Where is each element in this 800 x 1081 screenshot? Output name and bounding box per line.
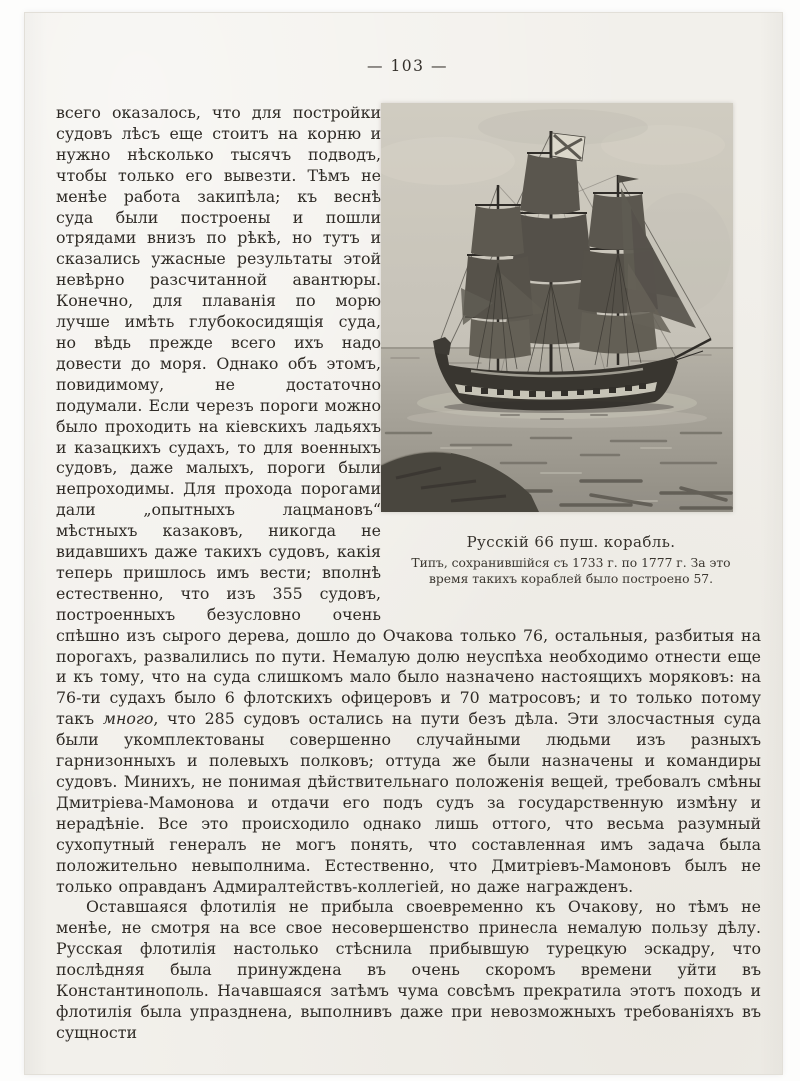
figure-caption xyxy=(381,533,761,588)
page-number: — 103 — xyxy=(367,57,448,75)
page-content xyxy=(56,103,761,1044)
paragraph-2: Оставшаяся флотилія не прибыла своевременно къ Очакову, но тѣмъ не менѣе, не смотря на все свое несовершенство принесла немалую пользу дѣлу. Русская флотилія настолько стѣснила прибывшую турецкую эскадру, что послѣдняя была принуждена въ очень скоромъ времени уйти въ Константинополь. Начавшаяся затѣмъ чума совсѣмъ прекратила этотъ походъ и флотилія была упразднена, выполнивъ даже при невозможныхъ требованіяхъ въ сущности xyxy=(56,897,761,1042)
book-page xyxy=(24,12,783,1075)
paragraph-1-text: всего оказалось, что для постройки судовъ лѣсъ еще стоитъ на корню и нужно нѣсколько тысячъ подводъ, чтобы только его вывезти. Тѣмъ не менѣе работа закипѣла; къ веснѣ суда были построены и пошли отрядами внизъ по рѣкѣ, но тутъ и сказались ужасные результаты этой невѣрно разсчитанной авантюры. Конечно, для плаванія по морю лучше имѣть глубокосидящія суда, но вѣдь прежде всего ихъ надо довести до моря. Однако объ этомъ, повидимому, не достаточно подумали. Если черезъ пороги можно было проходить на кіевскихъ ладьяхъ и казацкихъ судахъ, то для военныхъ судовъ, даже малыхъ, пороги были непроходимы. Для прохода порогами дали „опытныхъ лацмановъ“ мѣстныхъ казаковъ, никогда не видавшихъ даже такихъ судовъ, какія теперь пришлось имъ вести; вполнѣ естественно, что изъ 355 судовъ, построенныхъ безусловно очень спѣшно изъ сырого дерева, дошло до Очакова только 76, остальныя, разбитыя на порогахъ, развалились по пути. Немалую долю неуспѣха необходимо отнести еще и къ тому, что на суда слишкомъ мало было назначено настоящихъ моряковъ: на 76-ти судахъ было 6 флотскихъ офицеровъ и 70 матросовъ; и то только потому такъ xyxy=(56,103,761,729)
ship-figure xyxy=(381,103,761,588)
ship-engraving xyxy=(381,103,733,512)
figure-caption-text: Типъ, сохранившійся съ 1733 г. по 1777 г. За это время такихъ кораблей было построено 57. xyxy=(411,556,731,586)
ship-plate xyxy=(381,103,733,512)
italic-word: много xyxy=(102,709,154,729)
figure-caption-title: Русскій 66 пуш. корабль. xyxy=(466,533,676,551)
paragraph-1-continuation: , что 285 судовъ остались на пути безъ дѣла. Эти злосчастныя суда были укомплектованы совершенно случайными людьми изъ разныхъ гарнизонныхъ и полевыхъ полковъ; оттуда же были назначены и командиры судовъ. Минихъ, не понимая дѣйствительнаго положенія вещей, требовалъ смѣны Дмитріева-Мамонова и отдачи его подъ судъ за государственную измѣну и нерадѣніе. Все это происходило однако лишь оттого, что весьма разумный сухопутный генералъ не могъ понять, что составленная имъ задача была положительно невыполнима. Естественно, что Дмитріевъ-Мамоновъ былъ не только оправданъ Адмиралтействъ-коллегіей, но даже награжденъ. xyxy=(56,709,761,896)
